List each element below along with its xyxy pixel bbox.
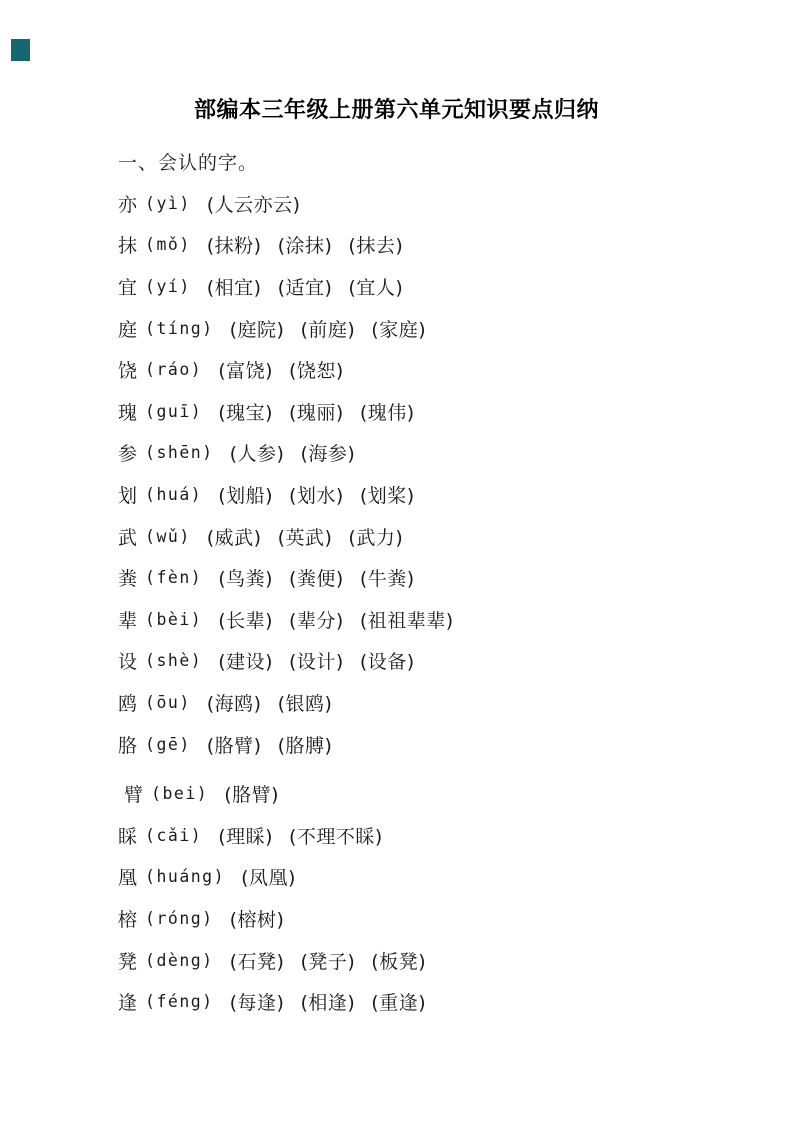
example-word: (设计) (289, 651, 344, 674)
example-word: (前庭) (300, 318, 356, 341)
example-word: (凤凰) (241, 867, 296, 890)
pinyin: (huá) (145, 485, 203, 505)
pinyin: (róng) (145, 908, 214, 928)
example-word: (瑰宝) (218, 401, 274, 424)
pinyin: (yì) (145, 193, 191, 213)
example-word: (抹去) (348, 235, 404, 258)
character-entry (118, 515, 753, 557)
section-heading: 一、会认的字。 (118, 152, 259, 175)
pinyin: (yí) (145, 277, 191, 297)
example-word: (宜人) (348, 277, 404, 300)
example-word: (相逢) (300, 992, 356, 1015)
pinyin: (féng) (145, 992, 214, 1012)
hanzi-character: 亦 (118, 193, 138, 216)
hanzi-character: 辈 (118, 609, 138, 632)
character-entry (118, 723, 753, 765)
character-entry (118, 224, 753, 266)
character-entry (118, 898, 753, 940)
example-word: (瑰丽) (289, 401, 344, 424)
example-word: (榕树) (229, 908, 285, 931)
example-word: (胳臂) (224, 784, 280, 807)
pinyin: (guī) (145, 401, 203, 421)
example-word: (武力) (348, 526, 404, 549)
example-word: (富饶) (218, 360, 274, 383)
example-word: (饶恕) (289, 360, 344, 383)
example-word: (凳子) (300, 950, 356, 973)
entry-list (118, 183, 753, 1023)
example-word: (每逢) (229, 992, 285, 1015)
example-word: (家庭) (371, 318, 427, 341)
pinyin: (ráo) (145, 360, 203, 380)
example-word: (海鸥) (206, 693, 262, 716)
example-word: (划桨) (359, 485, 415, 508)
hanzi-character: 睬 (118, 825, 138, 848)
example-word: (辈分) (289, 609, 344, 632)
example-word: (重逢) (371, 992, 427, 1015)
character-entry (118, 773, 753, 815)
hanzi-character: 瑰 (118, 401, 138, 424)
example-word: (板凳) (371, 950, 427, 973)
hanzi-character: 榕 (118, 908, 138, 931)
character-entry (118, 682, 753, 724)
example-word: (不理不睬) (289, 825, 383, 848)
character-entry (118, 599, 753, 641)
pinyin: (shēn) (145, 443, 214, 463)
character-entry (118, 474, 753, 516)
example-word: (粪便) (289, 568, 344, 591)
pinyin: (wǔ) (145, 526, 191, 546)
hanzi-character: 凳 (118, 950, 138, 973)
example-word: (海参) (300, 443, 356, 466)
pinyin: (bèi) (145, 609, 203, 629)
hanzi-character: 宜 (118, 277, 138, 300)
pinyin: (mǒ) (145, 235, 191, 255)
example-word: (划水) (289, 485, 344, 508)
hanzi-character: 胳 (118, 734, 138, 757)
example-word: (设备) (359, 651, 415, 674)
pinyin: (huáng) (145, 867, 226, 887)
example-word: (人参) (229, 443, 285, 466)
pinyin: (ōu) (145, 693, 191, 713)
pinyin: (gē) (145, 734, 191, 754)
hanzi-character: 饶 (118, 360, 138, 383)
pinyin: (shè) (145, 651, 203, 671)
example-word: (抹粉) (206, 235, 262, 258)
character-entry (118, 183, 753, 225)
example-word: (涂抹) (277, 235, 333, 258)
corner-marker (11, 39, 30, 61)
hanzi-character: 粪 (118, 568, 138, 591)
example-word: (划船) (218, 485, 274, 508)
hanzi-character: 参 (118, 443, 138, 466)
hanzi-character: 庭 (118, 318, 138, 341)
character-entry (118, 349, 753, 391)
hanzi-character: 臂 (124, 784, 144, 807)
pinyin: (bei) (151, 784, 209, 804)
hanzi-character: 逢 (118, 992, 138, 1015)
character-entry (118, 432, 753, 474)
example-word: (威武) (206, 526, 262, 549)
example-word: (人云亦云) (206, 193, 301, 216)
character-entry (118, 939, 753, 981)
example-word: (适宜) (277, 277, 333, 300)
pinyin: (tíng) (145, 318, 214, 338)
character-entry (118, 640, 753, 682)
character-entry (118, 557, 753, 599)
example-word: (英武) (277, 526, 333, 549)
example-word: (相宜) (206, 277, 262, 300)
example-word: (石凳) (229, 950, 285, 973)
character-entry (118, 307, 753, 349)
hanzi-character: 划 (118, 485, 138, 508)
example-word: (理睬) (218, 825, 274, 848)
pinyin: (fèn) (145, 568, 203, 588)
example-word: (鸟粪) (218, 568, 274, 591)
hanzi-character: 设 (118, 651, 138, 674)
pinyin: (dèng) (145, 950, 214, 970)
hanzi-character: 鸥 (118, 693, 138, 716)
example-word: (建设) (218, 651, 274, 674)
example-word: (银鸥) (277, 693, 333, 716)
character-entry (118, 981, 753, 1023)
document-body (118, 141, 753, 1022)
example-word: (胳臂) (206, 734, 262, 757)
character-entry (118, 856, 753, 898)
hanzi-character: 武 (118, 526, 138, 549)
hanzi-character: 凰 (118, 867, 138, 890)
example-word: (长辈) (218, 609, 274, 632)
character-entry (118, 391, 753, 433)
hanzi-character: 抹 (118, 235, 138, 258)
document-title: 部编本三年级上册第六单元知识要点归纳 (193, 98, 599, 123)
pinyin: (cǎi) (145, 825, 203, 845)
character-entry (118, 266, 753, 308)
example-word: (祖祖辈辈) (359, 609, 454, 632)
example-word: (瑰伟) (359, 401, 415, 424)
example-word: (牛粪) (359, 568, 415, 591)
example-word: (庭院) (229, 318, 285, 341)
character-entry (118, 815, 753, 857)
example-word: (胳膊) (277, 734, 333, 757)
